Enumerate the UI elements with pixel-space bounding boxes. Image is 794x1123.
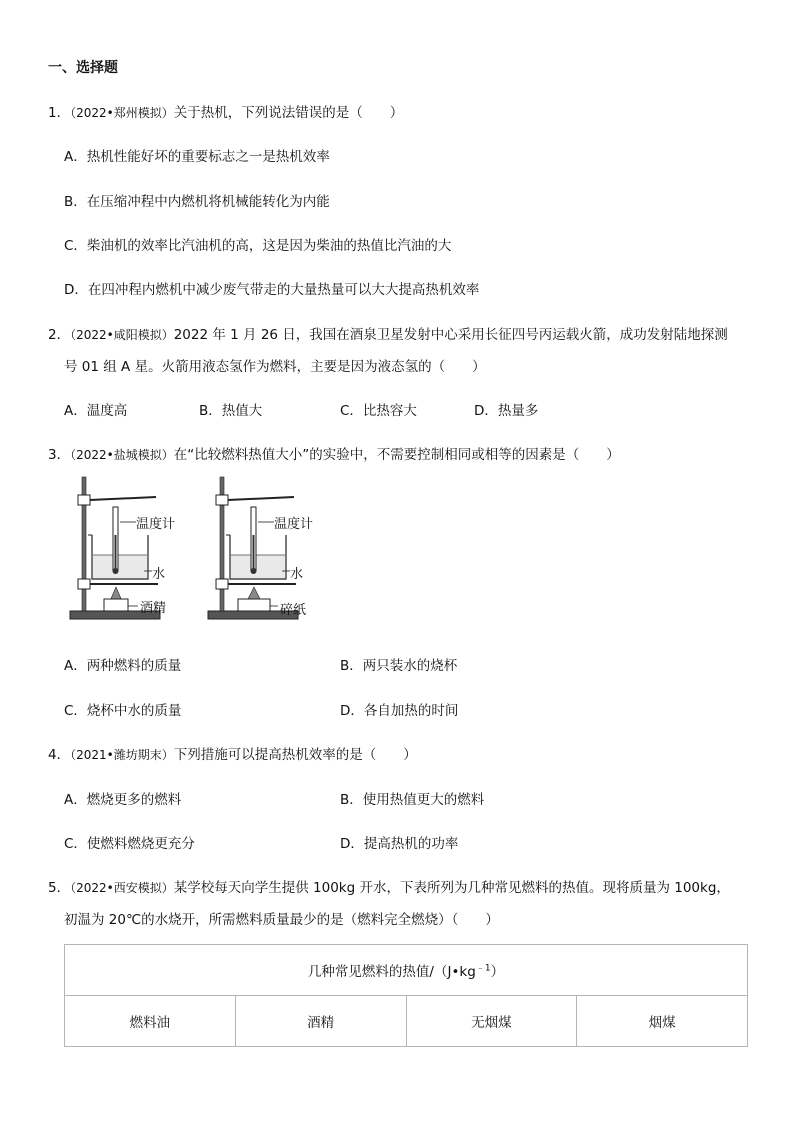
apparatus-drawing [204,475,334,625]
question-source: （2022•咸阳模拟） [70,328,174,342]
q4-option-b[interactable]: B．使用热值更大的燃料 [340,792,485,808]
fuel-label: 酒精 [140,601,167,616]
table-title: 几种常见燃料的热值$/(J•kg^{﹣1})$ [65,945,748,996]
question-source: （2022•郑州模拟） [70,106,174,120]
q1-option-b[interactable]: B．在压缩冲程中内燃机将机械能转化为内能 [64,194,330,210]
question-source: （2022•盐城模拟） [70,448,174,462]
table-cell-fuel-oil: 燃料油 [65,996,236,1047]
question-stem-line2: 号 01 组 A 星。火箭用液态氢作为燃料，主要是因为液态氢的（ ） [64,359,486,375]
water-label: 水 [152,567,166,582]
question-2 [48,323,728,343]
question-stem-line1: 某学校每天向学生提供 100kg 开水，下表所列为几种常见燃料的热值。现将质量为 100kg， [173,880,730,896]
question-number: 3． [48,447,71,463]
apparatus-paper [204,475,334,625]
q3-option-c[interactable]: C．烧杯中水的质量 [64,703,182,719]
q1-option-d[interactable]: D．在四冲程内燃机中减少废气带走的大量热量可以大大提高热机效率 [64,282,480,298]
question-stem: 关于热机，下列说法错误的是（ ） [173,105,404,121]
question-number: 1． [48,105,71,121]
q2-option-b[interactable]: B．热值大 [199,403,263,419]
question-stem: 在“比较燃料热值大小”的实验中，不需要控制相同或相等的因素是（ ） [173,447,620,463]
q4-option-d[interactable]: D．提高热机的功率 [340,836,459,852]
q4-option-c[interactable]: C．使燃料燃烧更充分 [64,836,195,852]
question-stem-line2: 初温为 20℃的水烧开，所需燃料质量最少的是（燃料完全燃烧）（ ） [64,912,499,928]
fuel-label: 碎纸 [280,603,307,618]
question-4 [48,743,417,763]
apparatus-alcohol [66,475,196,625]
q3-option-a[interactable]: A．两种燃料的质量 [64,658,182,674]
thermometer-label: 温度计 [136,517,176,532]
question-stem: 下列措施可以提高热机效率的是（ ） [173,747,417,763]
q1-option-a[interactable]: A．热机性能好坏的重要标志之一是热机效率 [64,149,330,165]
thermometer-label: 温度计 [274,517,314,532]
apparatus-drawing [66,475,196,625]
section-title: 一、选择题 [48,60,118,76]
table-cell-bituminous-coal: 烟煤 [577,996,748,1047]
q4-option-a[interactable]: A．燃烧更多的燃料 [64,792,182,808]
question-source: （2021•潍坊期末） [70,748,174,762]
question-stem-line1: 2022 年 1 月 26 日，我国在酒泉卫星发射中心采用长征四号丙运载火箭，成功发射陆地探测 [173,327,728,343]
question-5 [48,876,730,896]
q2-option-a[interactable]: A．温度高 [64,403,128,419]
q3-option-d[interactable]: D．各自加热的时间 [340,703,459,719]
water-label: 水 [290,567,304,582]
question-number: 4． [48,747,71,763]
question-1 [48,101,403,121]
question-3 [48,443,620,463]
q2-option-d[interactable]: D．热量多 [474,403,539,419]
question-source: （2022•西安模拟） [70,881,174,895]
fuel-heat-value-table [64,944,748,1047]
table-cell-anthracite: 无烟煤 [406,996,577,1047]
question-number: 2． [48,327,71,343]
table-cell-alcohol: 酒精 [235,996,406,1047]
question-number: 5． [48,880,71,896]
q1-option-c[interactable]: C．柴油机的效率比汽油机的高，这是因为柴油的热值比汽油的大 [64,238,452,254]
q3-option-b[interactable]: B．两只装水的烧杯 [340,658,458,674]
q2-option-c[interactable]: C．比热容大 [340,403,417,419]
